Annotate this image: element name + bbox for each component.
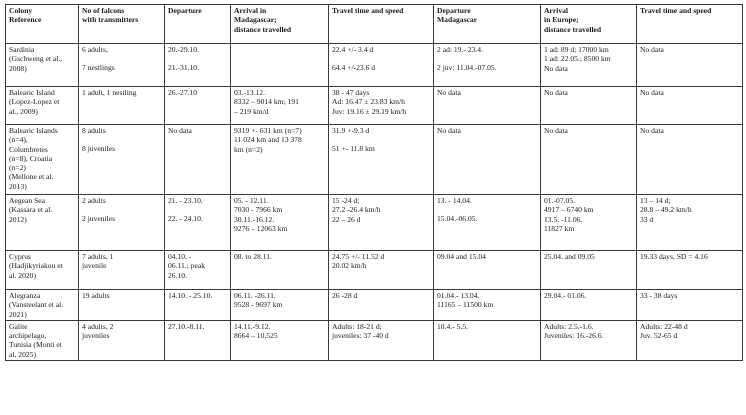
falcon-count-cell [79,290,165,321]
cell-text-line: No data [437,126,461,135]
header-travel-time-spring [637,5,743,44]
header-text-line: Travel time and speed [640,6,712,15]
arrival-europe-cell [541,251,637,290]
cell-text-line: 2012) [9,214,27,224]
cell-text-line: 26.-27.10 [168,88,198,97]
cell-text-line: 7 adults, 1 [82,252,114,261]
line-gap [82,205,161,214]
line-gap [82,54,161,63]
cell-text-line: Adults: 22-48 d [640,321,688,331]
arrival-europe-cell [541,44,637,87]
cell-text-line: 22 – 26 d [332,214,361,224]
cell-text-line: 04.10. - [168,252,192,261]
cell-text-line: 08. to 28.11. [234,252,272,261]
cell-text-line: 64.4 +/-23.6 d [332,62,376,72]
cell-text-line: 26.10. [168,270,187,280]
cell-text-line: Columbretes [9,144,48,154]
arrival-madagascar-cell [231,320,329,360]
cell-text-line: 22. - 24.10. [168,213,203,223]
cell-text-line: Juv: 19.16 ± 29.19 km/h [332,106,407,116]
cell-text-line: 9319 +- 631 km (n=7) [234,126,302,135]
cell-text-line: No data [640,126,664,135]
cell-text-line: 2013) [9,181,27,191]
cell-text-line: Galite [9,321,28,331]
cell-text-line: (Gschweng et al., [9,54,63,64]
cell-text-line: Ad: 16.47 ± 23.83 km/h [332,97,405,107]
header-text-line: with transmitters [82,15,139,25]
cell-text-line: 01.04.- 13.04. [437,291,480,300]
colony-reference-cell [6,44,79,87]
departure-madagascar-cell [434,195,541,251]
cell-text-line: Alegranza [9,291,41,300]
cell-text-line: Adults: 18-21 d; [332,321,382,331]
departure-madagascar-cell [434,44,541,87]
departure-cell [165,125,231,195]
cell-text-line: 11827 km [544,223,575,233]
header-text-line: Madagascar; [234,15,277,25]
arrival-europe-cell [541,87,637,125]
cell-text-line: 6 adults, [82,45,108,54]
cell-text-line: Aegean Sea [9,196,46,205]
cell-text-line: (Lopez-Lopez et [9,97,60,107]
travel-time-autumn-cell [329,87,434,125]
cell-text-line: 06.11. -26.11. [234,291,276,300]
departure-cell [165,320,231,360]
departure-madagascar-cell [434,290,541,321]
cell-text-line: 29.04.- 01.06. [544,291,587,300]
table-row [6,251,743,290]
cell-text-line: No data [640,88,664,97]
header-departure-madagascar [434,5,541,44]
departure-madagascar-cell [434,125,541,195]
cell-text-line: 1 adult, 1 nestling [82,88,137,97]
cell-text-line: Adults: 2.5.-1.6. [544,321,594,331]
arrival-europe-cell [541,125,637,195]
cell-text-line: al, 2025) [9,349,36,359]
cell-text-line: 27.2 -26.4 km/h [332,205,381,215]
cell-text-line: juvenile [82,261,107,271]
arrival-europe-cell [541,320,637,360]
header-departure [165,5,231,44]
header-text-line: Colony [9,6,33,15]
cell-text-line: 25.04. and 09.05 [544,252,595,261]
departure-cell [165,251,231,290]
header-text-line: Arrival [544,6,569,15]
cell-text-line: 19 adults [82,291,110,300]
cell-text-line: 2 juv: 11.04.-07.05. [437,62,497,72]
cell-text-line: 11165 – 11500 km [437,300,494,310]
cell-text-line: 38 - 47 days [332,88,370,97]
cell-text-line: 28.8 – 49.2 km/h [640,205,692,215]
cell-text-line: 8664 – 10.525 [234,331,278,340]
table-row [6,87,743,125]
cell-text-line: 14.11.-9.12. [234,321,271,331]
header-colony-reference [6,5,79,44]
cell-text-line: No data [544,126,568,135]
cell-text-line: (n=8), Croatia [9,153,53,163]
cell-text-line: 09.04 and 15.04 [437,252,486,261]
arrival-madagascar-cell [231,290,329,321]
cell-text-line: 22.4 +/- 3.4 d [332,45,374,54]
header-text-line: distance travelled [544,24,602,34]
cell-text-line: No data [640,45,664,54]
header-text-line: distance travelled [234,24,292,34]
cell-text-line: juveniles [82,331,110,340]
cell-text-line: 01.-07.05. [544,196,576,205]
travel-time-spring-cell [637,125,743,195]
cell-text-line: Tunisia (Monti et [9,340,62,350]
cell-text-line: 31.9 +-9.3 d [332,126,370,135]
header-text-line: Arrival in [234,6,267,15]
cell-text-line: 03.-13.12. [234,88,266,97]
cell-text-line: (Mellone et al. [9,172,54,182]
cell-text-line: 8332 – 9014 km; 191 [234,97,299,107]
cell-text-line: 8 juveniles [82,143,116,153]
header-text-line: in Europe; [544,15,579,25]
colony-reference-cell [6,87,79,125]
departure-cell [165,195,231,251]
travel-time-spring-cell [637,87,743,125]
table-row [6,320,743,360]
cell-text-line: 06.11.; peak [168,261,206,271]
cell-text-line: Balearic Islands [9,126,58,135]
cell-text-line: juveniles: 37 -40 d [332,331,389,340]
colony-reference-cell [6,125,79,195]
travel-time-autumn-cell [329,125,434,195]
line-gap [332,54,430,63]
cell-text-line: 10.4.- 5.5. [437,321,469,331]
cell-text-line: Sardinia [9,45,35,54]
cell-text-line: 21. - 23.10. [168,196,203,205]
table-row [6,195,743,251]
table-body [6,44,743,361]
falcon-count-cell [79,125,165,195]
falcon-count-cell [79,320,165,360]
arrival-madagascar-cell [231,44,329,87]
cell-text-line: (n=4), [9,135,28,145]
cell-text-line: (Hadjikyriakou et [9,261,63,271]
cell-text-line: 1 ad: 89 d; 17000 km [544,45,609,54]
line-gap [168,205,227,214]
travel-time-spring-cell [637,320,743,360]
cell-text-line: Juv. 52-65 d [640,331,678,340]
colony-reference-cell [6,195,79,251]
arrival-madagascar-cell [231,195,329,251]
cell-text-line: 7030 - 7966 km [234,205,283,215]
cell-text-line: 24.75 +/- 11.52 d [332,252,385,261]
cell-text-line: Cyprus [9,252,31,261]
cell-text-line: 9276 – 12063 km [234,223,288,233]
cell-text-line: No data [544,88,568,97]
cell-text-line: 20.-29.10. [168,45,200,54]
departure-cell [165,87,231,125]
cell-text-line: No data [544,63,568,73]
cell-text-line: 4917 – 6740 km [544,205,594,215]
cell-text-line: 13. - 14.04. [437,196,472,205]
falcon-count-cell [79,195,165,251]
cell-text-line: 13.5. -11.06. [544,214,583,224]
cell-text-line: 2 juveniles [82,213,116,223]
document-page [5,4,742,361]
cell-text-line: archipelago, [9,331,47,340]
arrival-europe-cell [541,195,637,251]
line-gap [437,205,537,214]
cell-text-line: 13 – 14 d; [640,196,671,205]
cell-text-line: – 219 km/d [234,106,269,116]
cell-text-line: 8 adults [82,126,106,135]
cell-text-line: (n=2) [9,163,26,172]
departure-madagascar-cell [434,87,541,125]
header-text-line: Departure [437,6,471,15]
cell-text-line: al., 2009) [9,106,38,116]
colony-reference-cell [6,251,79,290]
departure-cell [165,290,231,321]
travel-time-autumn-cell [329,44,434,87]
arrival-madagascar-cell [231,125,329,195]
travel-time-autumn-cell [329,290,434,321]
header-text-line: Travel time and speed [332,6,404,15]
cell-text-line: 51 +- 11.8 km [332,143,375,153]
cell-text-line: 33 - 38 days [640,291,678,300]
cell-text-line: 05. - 12.11. [234,196,269,205]
travel-time-spring-cell [637,251,743,290]
travel-time-autumn-cell [329,320,434,360]
departure-cell [165,44,231,87]
header-text-line: Departure [168,6,202,15]
header-text-line: Madagascar [437,15,478,25]
arrival-europe-cell [541,290,637,321]
colony-reference-cell [6,320,79,360]
line-gap [168,54,227,63]
migration-table [5,4,743,361]
cell-text-line: 33 d [640,214,654,224]
cell-text-line: No data [437,88,461,97]
header-falcon-count [79,5,165,44]
header-arrival-madagascar [231,5,329,44]
departure-madagascar-cell [434,251,541,290]
header-arrival-europe [541,5,637,44]
arrival-madagascar-cell [231,251,329,290]
arrival-madagascar-cell [231,87,329,125]
line-gap [437,54,537,63]
cell-text-line: 2 ad: 19.- 23.4. [437,45,483,54]
cell-text-line: 19.33 days, SD = 4.16 [640,252,708,261]
line-gap [82,135,161,144]
cell-text-line: 15 -24 d; [332,196,360,205]
cell-text-line: 20.02 km/h [332,261,367,271]
cell-text-line: 30.11.-16.12. [234,214,275,224]
line-gap [332,135,430,144]
cell-text-line: No data [168,126,192,135]
cell-text-line: (Vansteelant et al. [9,300,64,310]
cell-text-line: 1 ad: 22.05.; 8500 km [544,54,611,64]
cell-text-line: Balearic Island [9,88,55,97]
cell-text-line: 9528 - 9697 km [234,300,283,310]
cell-text-line: 14.10. - 25.10. [168,291,213,300]
travel-time-spring-cell [637,195,743,251]
falcon-count-cell [79,44,165,87]
table-row [6,44,743,87]
cell-text-line: 2 adults [82,196,106,205]
departure-madagascar-cell [434,320,541,360]
cell-text-line: 21.-31.10. [168,62,200,72]
cell-text-line: 11 024 km and 13 378 [234,135,302,145]
colony-reference-cell [6,290,79,321]
falcon-count-cell [79,251,165,290]
header-travel-time-autumn [329,5,434,44]
cell-text-line: 27.10.-8.11. [168,321,205,331]
cell-text-line: al. 2020) [9,270,36,280]
cell-text-line: 15.04.-06.05. [437,213,478,223]
cell-text-line: 7 nestlings [82,62,115,72]
cell-text-line: 2021) [9,309,27,319]
travel-time-autumn-cell [329,195,434,251]
travel-time-spring-cell [637,44,743,87]
cell-text-line: 26 -28 d [332,291,358,300]
cell-text-line: 2008) [9,63,27,73]
cell-text-line: Juveniles: 16.-26.6. [544,331,604,340]
table-row [6,290,743,321]
table-row [6,125,743,195]
travel-time-autumn-cell [329,251,434,290]
falcon-count-cell [79,87,165,125]
cell-text-line: 4 adults, 2 [82,321,114,331]
cell-text-line: km (n=2) [234,144,263,154]
cell-text-line: (Kassara et al. [9,205,53,215]
header-text-line: Reference [9,15,42,25]
table-header-row [6,5,743,44]
travel-time-spring-cell [637,290,743,321]
header-text-line: No of falcons [82,6,125,15]
